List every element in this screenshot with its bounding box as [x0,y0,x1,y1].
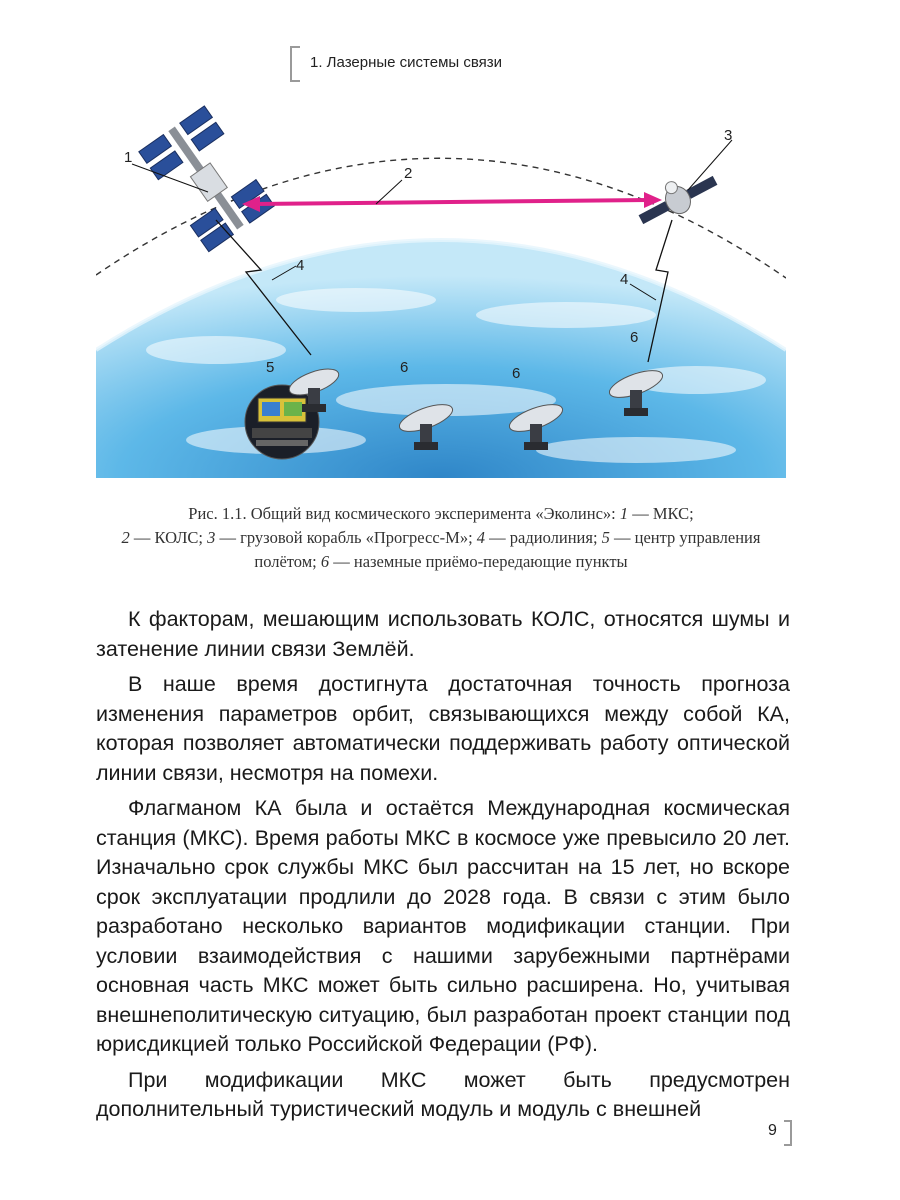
caption-text: — МКС; [628,504,694,523]
header-bracket [290,46,300,82]
paragraph: В наше время достигнута достаточная точность прогноза изменения параметров орбит, связывающихся между собой КА, которая позволяет автоматически поддерживать работу оптической линии связи, несмотря на помехи. [96,672,790,785]
iss-icon [139,106,275,252]
figure-ekolins [96,100,786,478]
label-progress: 3 [724,127,733,144]
paragraph: К факторам, мешающим использовать КОЛС, относятся шумы и затенение линии связи Землёй. [96,607,790,661]
label-ground-c: 6 [630,329,639,346]
caption-text: — радиолиния; [485,528,602,547]
page-number: 9 [768,1122,777,1139]
figure-illustration [96,100,786,478]
label-laser-link: 2 [404,165,413,182]
caption-num: 3 [207,528,216,547]
caption-text: — КОЛС; [129,528,208,547]
label-radio-right: 4 [620,271,629,288]
caption-num: 1 [619,504,629,523]
caption-text: — наземные приёмо-передающие пункты [329,552,628,571]
caption-prefix: Рис. 1.1. Общий вид космического эксперимента «Эколинс»: [188,504,620,523]
caption-num: 5 [601,528,610,547]
laser-link-arrow [242,192,662,212]
paragraph: При модификации МКС может быть предусмотрен дополнительный туристический модуль и модуль с внешней [96,1067,790,1121]
label-mission-control: 5 [266,359,275,376]
figure-caption [96,502,786,574]
label-iss: 1 [124,149,133,166]
caption-text: — грузовой корабль «Прогресс-М»; [215,528,477,547]
caption-text: — центр управления полётом; [254,528,761,571]
header-title: 1. Лазерные системы связи [310,54,503,71]
caption-num: 4 [476,528,486,547]
label-ground-b: 6 [512,365,521,382]
footer-bracket [784,1120,792,1146]
mission-control-icon [245,385,319,459]
label-ground-a: 6 [400,359,409,376]
paragraph: Флагманом КА была и остаётся Международная космическая станция (МКС). Время работы МКС в космосе уже превысило 20 лет. Изначально срок службы МКС был рассчитан на 15 лет, но вскоре срок эксплуатации продлили до 2028 года. В связи с этим было разработано несколько вариантов модификации станции. При условии взаимодействия с нашими зарубежными партнёрами основная часть МКС может быть сильно расширена. Но, учитывая внешнеполитическую ситуацию, был разработан проект станции под юрисдикцией только Российской Федерации (РФ). [96,796,790,1056]
caption-num: 2 [121,528,130,547]
label-radio-left: 4 [296,257,305,274]
caption-num: 6 [320,552,330,571]
body-text [96,605,790,1131]
